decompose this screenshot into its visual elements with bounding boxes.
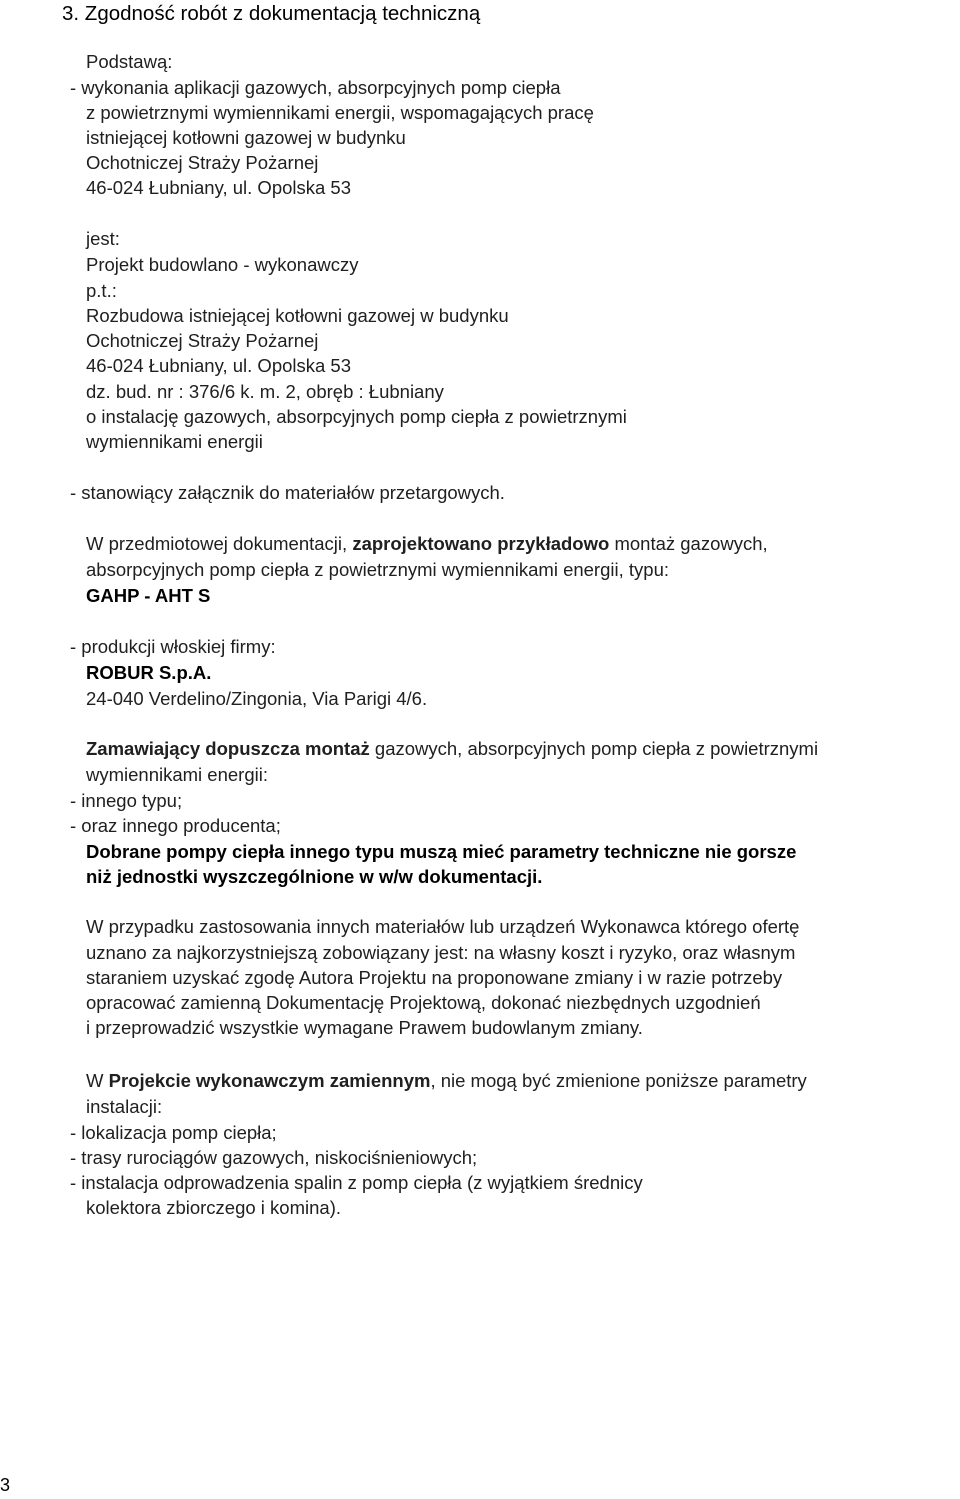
device-model: GAHP - AHT S xyxy=(86,585,211,606)
basis-label: Podstawą: xyxy=(86,51,173,72)
other-line-5: i przeprowadzić wszystkie wymagane Prawem budowlanym zmiany. xyxy=(86,1017,643,1038)
params-emphasis: Projekcie wykonawczym zamiennym xyxy=(108,1070,431,1091)
design-line-1-end: montaż gazowych, xyxy=(609,533,768,554)
project-title-line-3: 46-024 Łubniany, ul. Opolska 53 xyxy=(86,355,352,376)
design-line-1 xyxy=(86,535,768,554)
project-title-line-4: dz. bud. nr : 376/6 k. m. 2, obręb : Łubniany xyxy=(86,381,444,402)
other-line-3: staraniem uzyskać zgodę Autora Projektu na proponowane zmiany i w razie potrzeby xyxy=(86,967,783,988)
client-requirement-line-2: niż jednostki wyszczególnione w w/w dokumentacji. xyxy=(86,866,543,887)
manufacturer-label: - produkcji włoskiej firmy: xyxy=(70,636,276,657)
project-title-line-5: o instalację gazowych, absorpcyjnych pomp ciepła z powietrznymi xyxy=(86,406,627,427)
other-line-1: W przypadku zastosowania innych materiałów lub urządzeń Wykonawca którego ofertę xyxy=(86,916,800,937)
jest-label: jest: xyxy=(86,228,120,249)
basis-line-2: z powietrznymi wymiennikami energii, wspomagających pracę xyxy=(86,102,594,123)
params-item-1: - lokalizacja pomp ciepła; xyxy=(70,1122,277,1143)
client-emphasis: Zamawiający dopuszcza montaż xyxy=(86,738,370,759)
design-line-2: absorpcyjnych pomp ciepła z powietrznymi wymiennikami energii, typu: xyxy=(86,559,669,580)
client-requirement-line-1: Dobrane pompy ciepła innego typu muszą mieć parametry techniczne nie gorsze xyxy=(86,841,797,862)
attachment-note: - stanowiący załącznik do materiałów przetargowych. xyxy=(70,482,505,503)
params-line-1-end: , nie mogą być zmienione poniższe parametry xyxy=(430,1070,807,1091)
page-number: 3 xyxy=(0,1475,11,1495)
params-line-2: instalacji: xyxy=(86,1096,163,1117)
project-title-line-1: Rozbudowa istniejącej kotłowni gazowej w budynku xyxy=(86,305,509,326)
project-type: Projekt budowlano - wykonawczy xyxy=(86,254,359,275)
client-line-1 xyxy=(86,740,818,759)
params-item-3: - instalacja odprowadzenia spalin z pomp ciepła (z wyjątkiem średnicy xyxy=(70,1172,643,1193)
params-line-1-start: W xyxy=(86,1070,109,1091)
client-line-1-rest: gazowych, absorpcyjnych pomp ciepła z powietrznymi xyxy=(369,738,819,759)
pt-label: p.t.: xyxy=(86,280,117,301)
client-item-2: - oraz innego producenta; xyxy=(70,815,281,836)
basis-line-3: istniejącej kotłowni gazowej w budynku xyxy=(86,127,406,148)
design-emphasis: zaprojektowano przykładowo xyxy=(352,533,610,554)
client-item-1: - innego typu; xyxy=(70,790,183,811)
client-line-2: wymiennikami energii: xyxy=(86,764,268,785)
other-line-4: opracować zamienną Dokumentację Projektową, dokonać niezbędnych uzgodnień xyxy=(86,992,761,1013)
other-line-2: uznano za najkorzystniejszą zobowiązany jest: na własny koszt i ryzyko, oraz własnym xyxy=(86,942,796,963)
params-item-2: - trasy rurociągów gazowych, niskociśnieniowych; xyxy=(70,1147,478,1168)
basis-line-1: - wykonania aplikacji gazowych, absorpcyjnych pomp ciepła xyxy=(70,77,561,98)
project-title-line-6: wymiennikami energii xyxy=(86,431,263,452)
basis-line-5: 46-024 Łubniany, ul. Opolska 53 xyxy=(86,177,352,198)
params-item-3-continued: kolektora zbiorczego i komina). xyxy=(86,1197,341,1218)
section-heading: 3. Zgodność robót z dokumentacją techniczną xyxy=(62,2,481,25)
design-line-1-start: W przedmiotowej dokumentacji, xyxy=(86,533,353,554)
manufacturer-address: 24-040 Verdelino/Zingonia, Via Parigi 4/6. xyxy=(86,688,428,709)
project-title-line-2: Ochotniczej Straży Pożarnej xyxy=(86,330,319,351)
basis-line-4: Ochotniczej Straży Pożarnej xyxy=(86,152,319,173)
manufacturer-name: ROBUR S.p.A. xyxy=(86,662,212,683)
params-line-1 xyxy=(86,1072,807,1091)
